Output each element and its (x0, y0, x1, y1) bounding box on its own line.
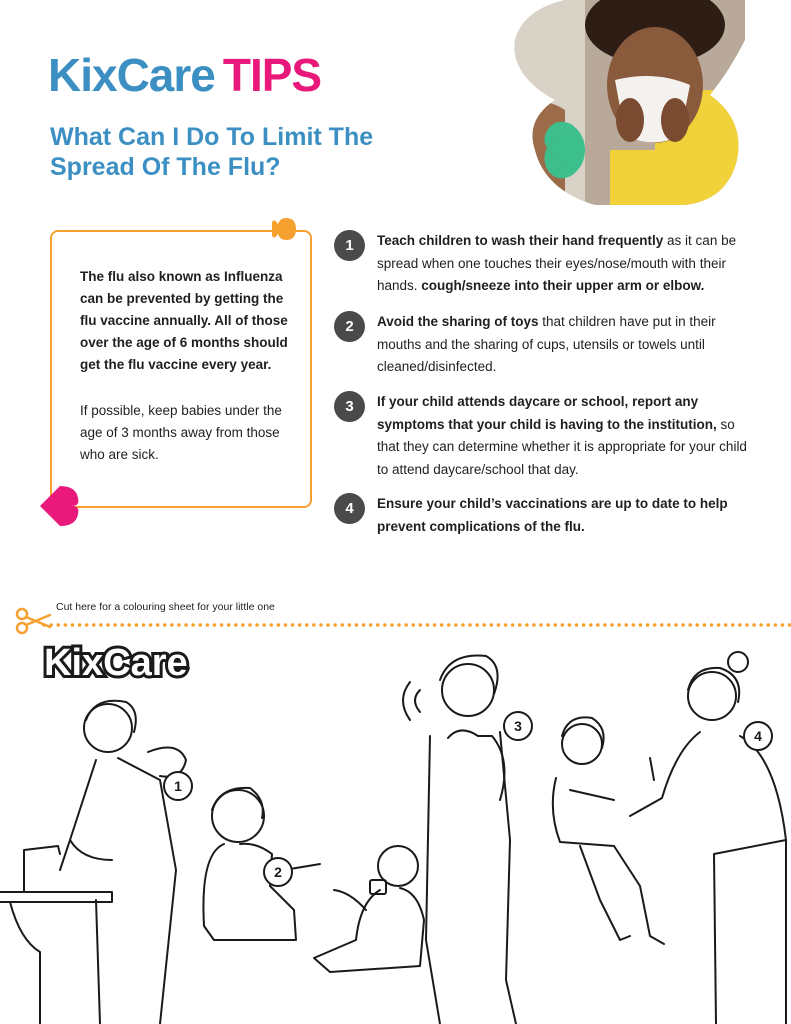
coloring-marker: 2 (274, 864, 282, 880)
info-paragraph: If possible, keep babies under the age of 3 months away from those who are sick. (80, 403, 282, 462)
orange-heart-icon (270, 214, 298, 244)
tip-lead: Ensure your child’s vaccinations are up to date to help prevent complications of the flu. (377, 496, 728, 534)
tip-lead: If your child attends daycare or school, report any symptoms that your child is having to the institution, (377, 394, 717, 432)
tip-text (377, 311, 747, 379)
tip-number-badge: 4 (334, 493, 365, 524)
tip-body: so that they can determine whether it is appropriate for your child to attend daycare/school that day. (377, 416, 747, 477)
tip-lead: Avoid the sharing of toys (377, 314, 539, 329)
brand-name: KixCare (48, 49, 215, 101)
tip-lead: Teach children to wash their hand frequently (377, 233, 664, 248)
tip-number-badge: 3 (334, 391, 365, 422)
tip-body: as it can be spread when one touches their eyes/nose/mouth with their hands. (377, 233, 737, 293)
coloring-marker: 4 (754, 728, 762, 744)
tip-number-badge: 2 (334, 311, 365, 342)
info-bold-paragraph: The flu also known as Influenza can be prevented by getting the flu vaccine annually. All of those over the age of 6 months should get the flu vaccine every year. (80, 269, 288, 372)
coloring-marker: 3 (514, 718, 522, 734)
scissors-icon (14, 606, 54, 636)
page-title: What Can I Do To Limit The Spread Of The Flu? (50, 123, 374, 181)
brand-tips: TIPS (222, 49, 322, 101)
tip-body: that children have put in their mouths and the sharing of cups, utensils or towels until cleaned/disinfected. (377, 314, 716, 374)
coloring-illustration (0, 640, 791, 1024)
dotted-cut-line (0, 622, 791, 628)
info-box (50, 230, 312, 508)
kixcare-tips-logo (48, 49, 322, 101)
coloring-marker: 1 (174, 778, 182, 794)
pink-heart-icon (36, 482, 82, 530)
sneezing-child-photo (505, 0, 750, 205)
cut-here-label: Cut here for a colouring sheet for your little one (56, 601, 275, 613)
tip-text (377, 391, 747, 481)
tip-text (377, 493, 747, 538)
tip-text (377, 230, 747, 298)
tip-number-badge: 1 (334, 230, 365, 261)
coloring-logo: KixCare (44, 642, 188, 684)
tip-tail: cough/sneeze into their upper arm or elbow. (421, 278, 705, 293)
